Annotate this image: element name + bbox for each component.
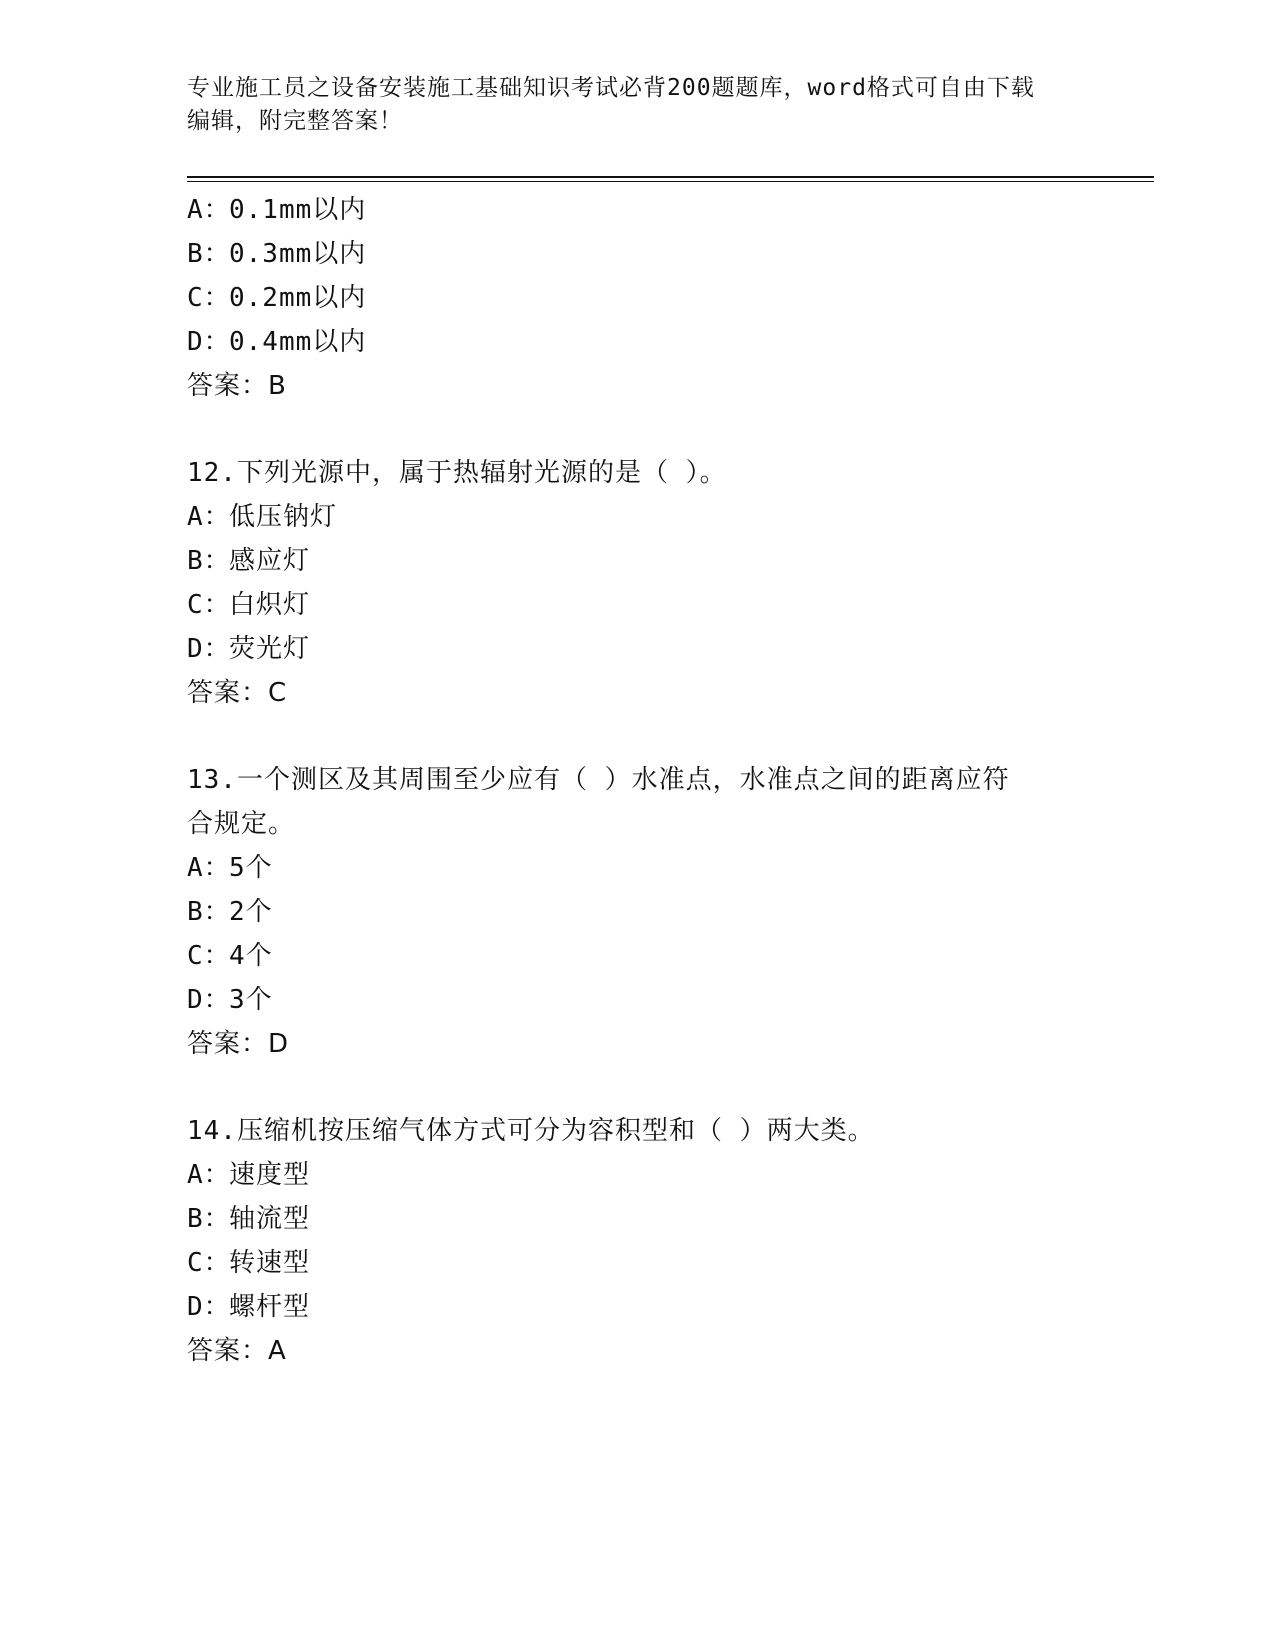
q14-question: 14.压缩机按压缩气体方式可分为容积型和（ ）两大类。 — [187, 1116, 875, 1146]
q13-question-line-1: 13.一个测区及其周围至少应有（ ）水准点，水准点之间的距离应符 — [187, 765, 1010, 795]
q13-option-d-key: D： — [187, 985, 231, 1015]
q11-option-a-text: 0.1mm以内 — [229, 195, 367, 225]
q14-answer: 答案：A — [187, 1336, 287, 1366]
q13-option-a — [187, 853, 273, 883]
q11-option-b-text: 0.3mm以内 — [229, 239, 367, 269]
q11-option-a-key: A： — [187, 195, 231, 225]
q14-option-b — [187, 1204, 310, 1234]
document-header — [187, 72, 1067, 138]
q13-option-a-key: A： — [187, 853, 231, 883]
q12-option-c-key: C： — [187, 590, 231, 620]
q13-option-b-text: 2个 — [229, 897, 273, 927]
q12-option-a-key: A： — [187, 502, 231, 532]
q13-option-c-text: 4个 — [229, 941, 273, 971]
q11-option-b — [187, 239, 366, 269]
q11-option-b-key: B： — [187, 239, 231, 269]
q14-option-c-text: 转速型 — [229, 1248, 311, 1278]
q11-option-d — [187, 327, 366, 357]
q11-option-a — [187, 195, 366, 225]
q11-option-c-key: C： — [187, 283, 231, 313]
header-title-line-2: 编辑，附完整答案！ — [187, 108, 403, 134]
q12-option-a-text: 低压钠灯 — [229, 502, 338, 532]
q13-option-a-text: 5个 — [229, 853, 273, 883]
q11-answer: 答案：B — [187, 371, 287, 401]
q12-option-a — [187, 502, 337, 532]
q13-option-d — [187, 985, 273, 1015]
q13-answer: 答案：D — [187, 1029, 290, 1059]
q12-option-b-key: B： — [187, 546, 231, 576]
q13-option-b-key: B： — [187, 897, 231, 927]
header-divider-thin — [187, 181, 1154, 182]
q12-option-d-text: 荧光灯 — [229, 634, 311, 664]
q12-option-c-text: 白炽灯 — [229, 590, 311, 620]
q12-option-c — [187, 590, 310, 620]
q14-option-a — [187, 1160, 310, 1190]
q14-option-c-key: C： — [187, 1248, 231, 1278]
q13-option-b — [187, 897, 273, 927]
q14-option-b-key: B： — [187, 1204, 231, 1234]
q11-option-d-text: 0.4mm以内 — [229, 327, 367, 357]
q14-option-d — [187, 1292, 310, 1322]
q14-option-d-key: D： — [187, 1292, 231, 1322]
q11-option-d-key: D： — [187, 327, 231, 357]
q12-answer: 答案：C — [187, 678, 288, 708]
q12-option-d-key: D： — [187, 634, 231, 664]
q13-option-c-key: C： — [187, 941, 231, 971]
q14-option-c — [187, 1248, 310, 1278]
q11-option-c-text: 0.2mm以内 — [229, 283, 367, 313]
header-title-line-1: 专业施工员之设备安装施工基础知识考试必背200题题库，word格式可自由下载 — [187, 75, 1035, 101]
header-divider-thick — [187, 176, 1154, 178]
q12-option-d — [187, 634, 310, 664]
q14-option-d-text: 螺杆型 — [229, 1292, 311, 1322]
q12-option-b-text: 感应灯 — [229, 546, 311, 576]
q13-option-c — [187, 941, 273, 971]
q11-option-c — [187, 283, 366, 313]
q12-question: 12.下列光源中，属于热辐射光源的是（ ）。 — [187, 458, 727, 488]
q13-option-d-text: 3个 — [229, 985, 273, 1015]
q14-option-a-key: A： — [187, 1160, 231, 1190]
q14-option-b-text: 轴流型 — [229, 1204, 311, 1234]
q14-option-a-text: 速度型 — [229, 1160, 311, 1190]
q13-question-line-2: 合规定。 — [187, 809, 296, 839]
q12-option-b — [187, 546, 310, 576]
